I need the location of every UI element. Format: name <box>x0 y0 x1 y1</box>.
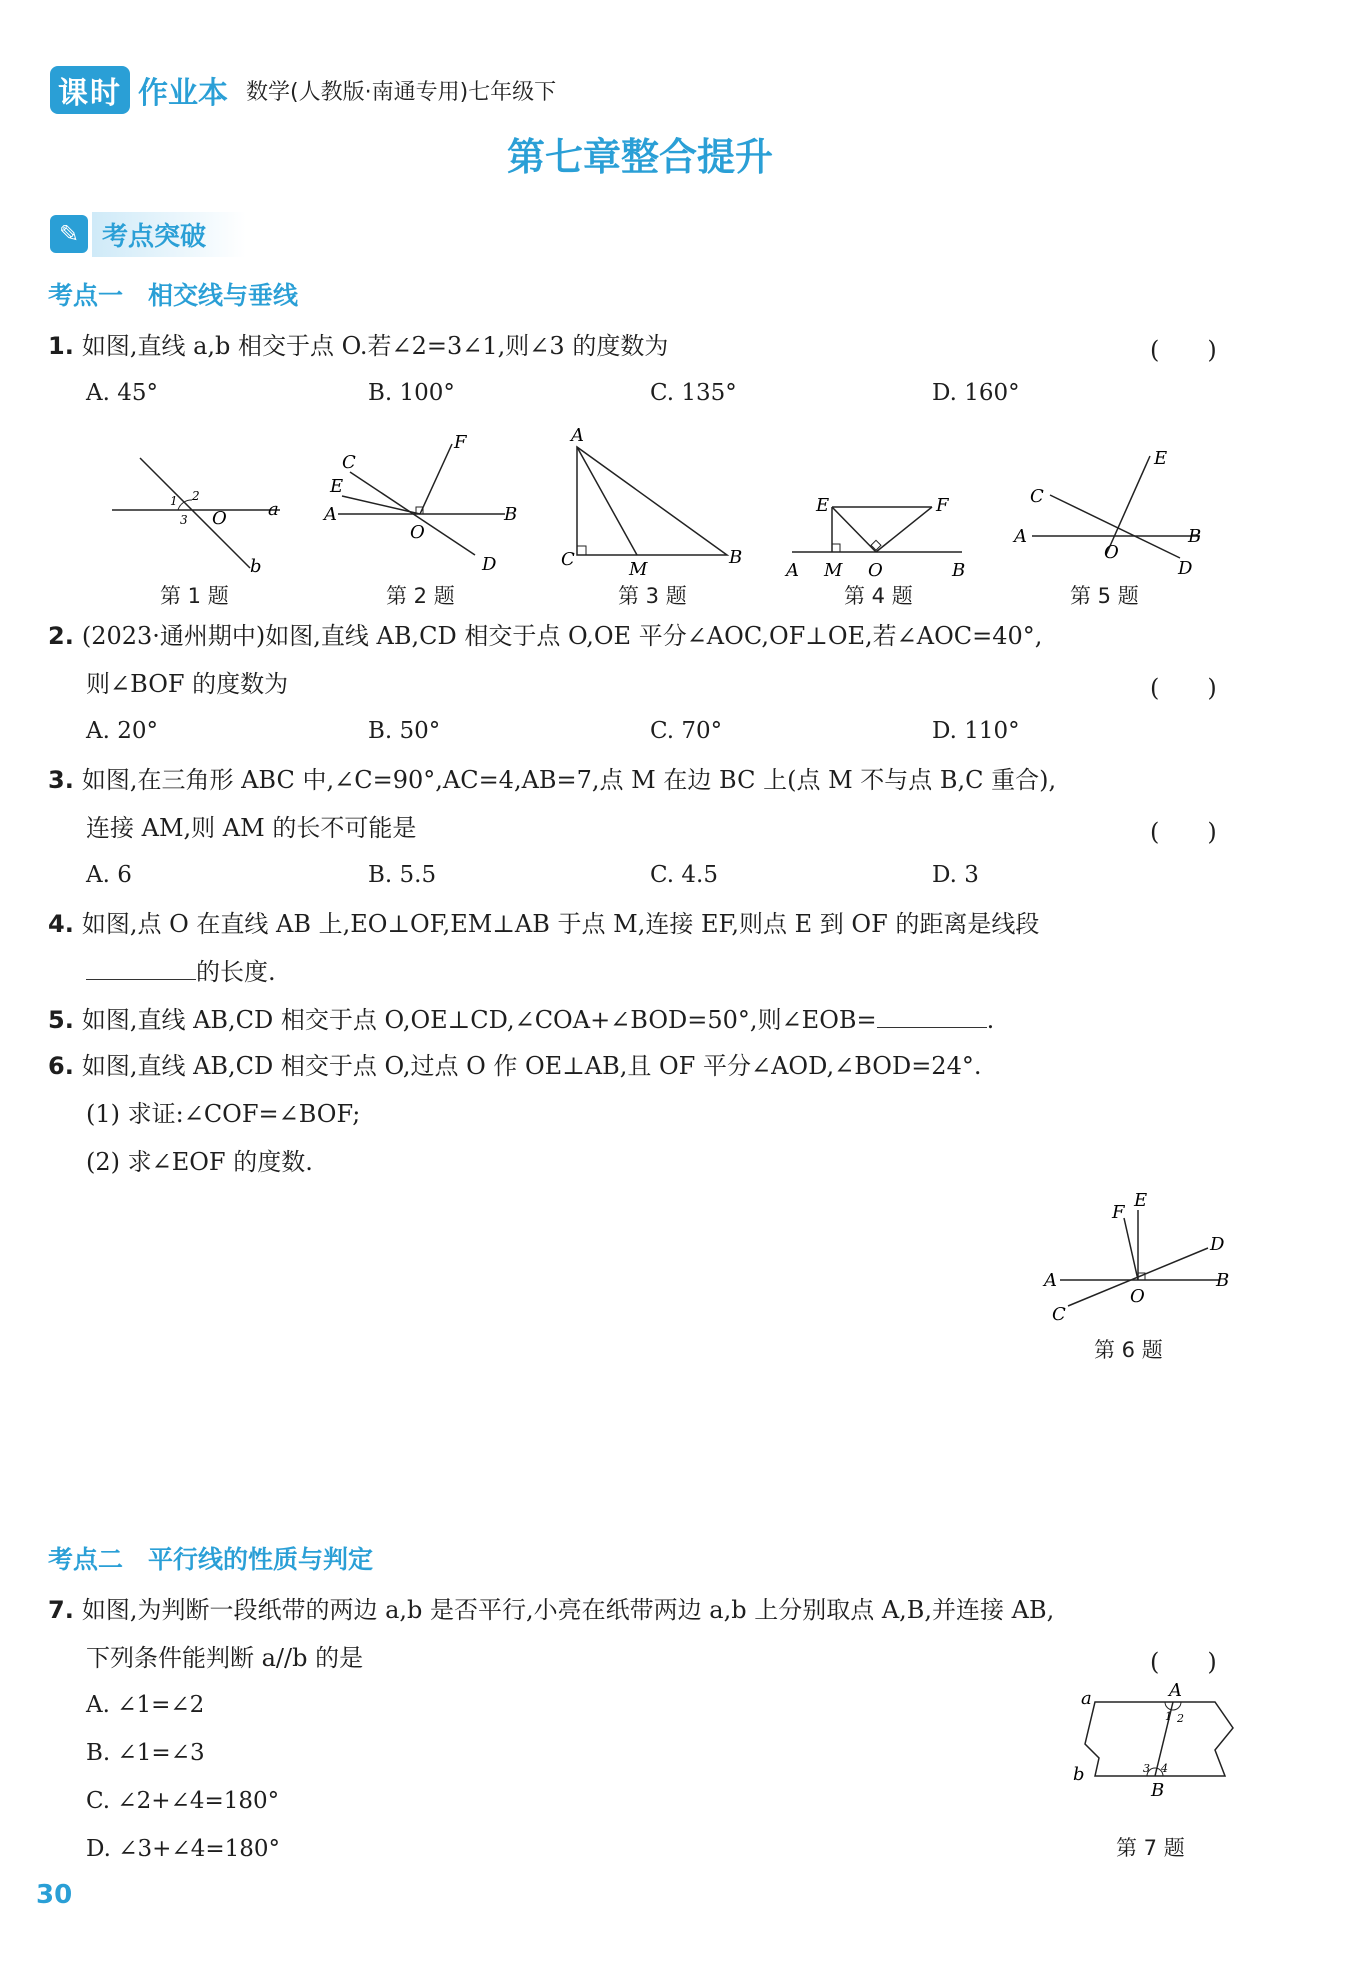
label-1: 1 <box>1165 1710 1172 1723</box>
question-number: 5. <box>48 1006 74 1034</box>
figure-4-caption: 第 4 题 <box>844 584 913 608</box>
label-a: A <box>1014 526 1027 547</box>
question-text: 如图,直线 a,b 相交于点 O.若∠2=3∠1,则∠3 的度数为 <box>81 332 669 360</box>
label-b: B <box>1188 526 1202 547</box>
option-a: A. ∠1=∠2 <box>86 1692 205 1718</box>
answer-paren: ( ) <box>1150 336 1217 364</box>
option-b: B. ∠1=∠3 <box>86 1740 205 1766</box>
section-banner-text: 考点突破 <box>92 212 246 257</box>
figure-7 <box>1065 1680 1245 1810</box>
question-number: 2. <box>48 622 74 650</box>
question-text: 如图,在三角形 ABC 中,∠C=90°,AC=4,AB=7,点 M 在边 BC 上(点 M 不与点 B,C 重合), <box>81 766 1057 794</box>
option-b: B. 50° <box>368 718 441 744</box>
label-4: 4 <box>1161 1762 1168 1775</box>
option-b: B. 5.5 <box>368 862 437 888</box>
option-d: D. ∠3+∠4=180° <box>86 1836 280 1862</box>
label-o: O <box>868 560 883 580</box>
question-text: 的长度. <box>196 958 276 986</box>
chapter-title: 第七章整合提升 <box>506 134 773 179</box>
question-number: 3. <box>48 766 74 794</box>
label-f: F <box>936 495 949 516</box>
topic-one: 考点一 相交线与垂线 <box>48 281 299 310</box>
label-1: 1 <box>170 494 178 508</box>
label-d: D <box>1178 558 1193 579</box>
option-c: C. 135° <box>650 380 737 406</box>
label-a: A <box>324 504 337 525</box>
label-o: O <box>410 522 425 543</box>
label-f: F <box>454 432 467 453</box>
option-a: A. 45° <box>86 380 158 406</box>
header-subtitle: 数学(人教版·南通专用)七年级下 <box>246 79 557 105</box>
label-3: 3 <box>1143 1762 1150 1775</box>
label-d: D <box>482 554 497 575</box>
option-b: B. 100° <box>368 380 455 406</box>
question-number: 6. <box>48 1052 74 1080</box>
figure-4 <box>780 480 980 580</box>
question-5 <box>48 1004 994 1036</box>
label-b: B <box>504 504 518 525</box>
label-f: F <box>1112 1202 1125 1223</box>
label-b-point: B <box>1151 1780 1165 1801</box>
figure-6 <box>1040 1190 1240 1340</box>
label-c: C <box>342 452 356 473</box>
figure-1 <box>100 440 300 580</box>
header <box>50 66 556 114</box>
label-3: 3 <box>180 513 188 527</box>
option-c: C. 4.5 <box>650 862 718 888</box>
question-text: (2023·通州期中)如图,直线 AB,CD 相交于点 O,OE 平分∠AOC,OF⊥OE,若∠AOC=40°, <box>81 622 1043 650</box>
topic-two: 考点二 平行线的性质与判定 <box>48 1545 374 1574</box>
question-text: 如图,点 O 在直线 AB 上,EO⊥OF,EM⊥AB 于点 M,连接 EF,则点 E 到 OF 的距离是线段 <box>81 910 1040 938</box>
question-7-line-2: 下列条件能判断 a//b 的是 <box>86 1644 364 1672</box>
question-1 <box>48 330 668 362</box>
option-d: D. 160° <box>932 380 1020 406</box>
question-2-line-2: 则∠BOF 的度数为 <box>86 670 289 698</box>
figure-7-caption: 第 7 题 <box>1116 1836 1185 1860</box>
label-d: D <box>1210 1234 1225 1255</box>
figure-2-caption: 第 2 题 <box>386 584 455 608</box>
logo-box: 课时 <box>50 66 130 114</box>
figure-5 <box>1010 440 1220 580</box>
question-text: 如图,直线 AB,CD 相交于点 O,过点 O 作 OE⊥AB,且 OF 平分∠AOD,∠BOD=24°. <box>81 1052 982 1080</box>
option-d: D. 110° <box>932 718 1020 744</box>
label-o: O <box>212 508 227 529</box>
figure-2 <box>320 430 530 580</box>
label-e: E <box>330 476 344 497</box>
label-a-line: a <box>1081 1688 1092 1709</box>
label-b: B <box>952 560 966 580</box>
option-d: D. 3 <box>932 862 979 888</box>
figure-3-caption: 第 3 题 <box>618 584 687 608</box>
answer-blank[interactable] <box>877 1005 987 1028</box>
figure-3 <box>555 425 755 580</box>
label-a: A <box>571 425 584 446</box>
question-end: . <box>986 1006 995 1034</box>
label-e: E <box>1154 448 1168 469</box>
logo-text: 作业本 <box>138 76 228 111</box>
option-c: C. ∠2+∠4=180° <box>86 1788 280 1814</box>
figure-1-caption: 第 1 题 <box>160 584 229 608</box>
label-m: M <box>629 559 648 580</box>
pencil-icon: ✎ <box>50 215 88 253</box>
label-b: b <box>250 556 262 577</box>
question-3-line-1 <box>48 764 1056 796</box>
label-2: 2 <box>1177 1712 1184 1725</box>
question-2-line-1 <box>48 620 1042 652</box>
question-6 <box>48 1050 981 1082</box>
label-b-line: b <box>1073 1764 1085 1785</box>
figure-5-caption: 第 5 题 <box>1070 584 1139 608</box>
answer-blank[interactable] <box>86 957 196 980</box>
question-text: 如图,直线 AB,CD 相交于点 O,OE⊥CD,∠COA+∠BOD=50°,则∠EOB= <box>81 1006 877 1034</box>
section-banner <box>50 212 246 256</box>
label-c: C <box>1052 1304 1066 1325</box>
question-4-line-2 <box>86 956 276 988</box>
label-o: O <box>1130 1286 1145 1307</box>
label-e: E <box>1134 1190 1148 1211</box>
label-o: O <box>1104 542 1119 563</box>
question-number: 4. <box>48 910 74 938</box>
label-a: A <box>1044 1270 1057 1291</box>
question-6-sub-1: (1) 求证:∠COF=∠BOF; <box>86 1100 361 1128</box>
answer-paren: ( ) <box>1150 818 1217 846</box>
question-7-line-1 <box>48 1594 1054 1626</box>
answer-paren: ( ) <box>1150 1648 1217 1676</box>
question-3-line-2: 连接 AM,则 AM 的长不可能是 <box>86 814 417 842</box>
option-c: C. 70° <box>650 718 723 744</box>
question-number: 1. <box>48 332 74 360</box>
label-c: C <box>1030 486 1044 507</box>
label-2: 2 <box>192 489 200 503</box>
label-b: B <box>729 547 743 568</box>
question-number: 7. <box>48 1596 74 1624</box>
label-a: A <box>786 560 799 580</box>
option-a: A. 20° <box>86 718 158 744</box>
label-a-point: A <box>1169 1680 1182 1701</box>
label-a: a <box>268 499 279 520</box>
label-c: C <box>561 549 575 570</box>
label-m: M <box>824 560 843 580</box>
page-number: 30 <box>36 1880 73 1910</box>
label-e: E <box>816 495 830 516</box>
answer-paren: ( ) <box>1150 674 1217 702</box>
label-b: B <box>1216 1270 1230 1291</box>
option-a: A. 6 <box>86 862 132 888</box>
question-4-line-1 <box>48 908 1039 940</box>
figure-6-caption: 第 6 题 <box>1094 1338 1163 1362</box>
question-text: 如图,为判断一段纸带的两边 a,b 是否平行,小亮在纸带两边 a,b 上分别取点 A,B,并连接 AB, <box>81 1596 1055 1624</box>
question-6-sub-2: (2) 求∠EOF 的度数. <box>86 1148 313 1176</box>
